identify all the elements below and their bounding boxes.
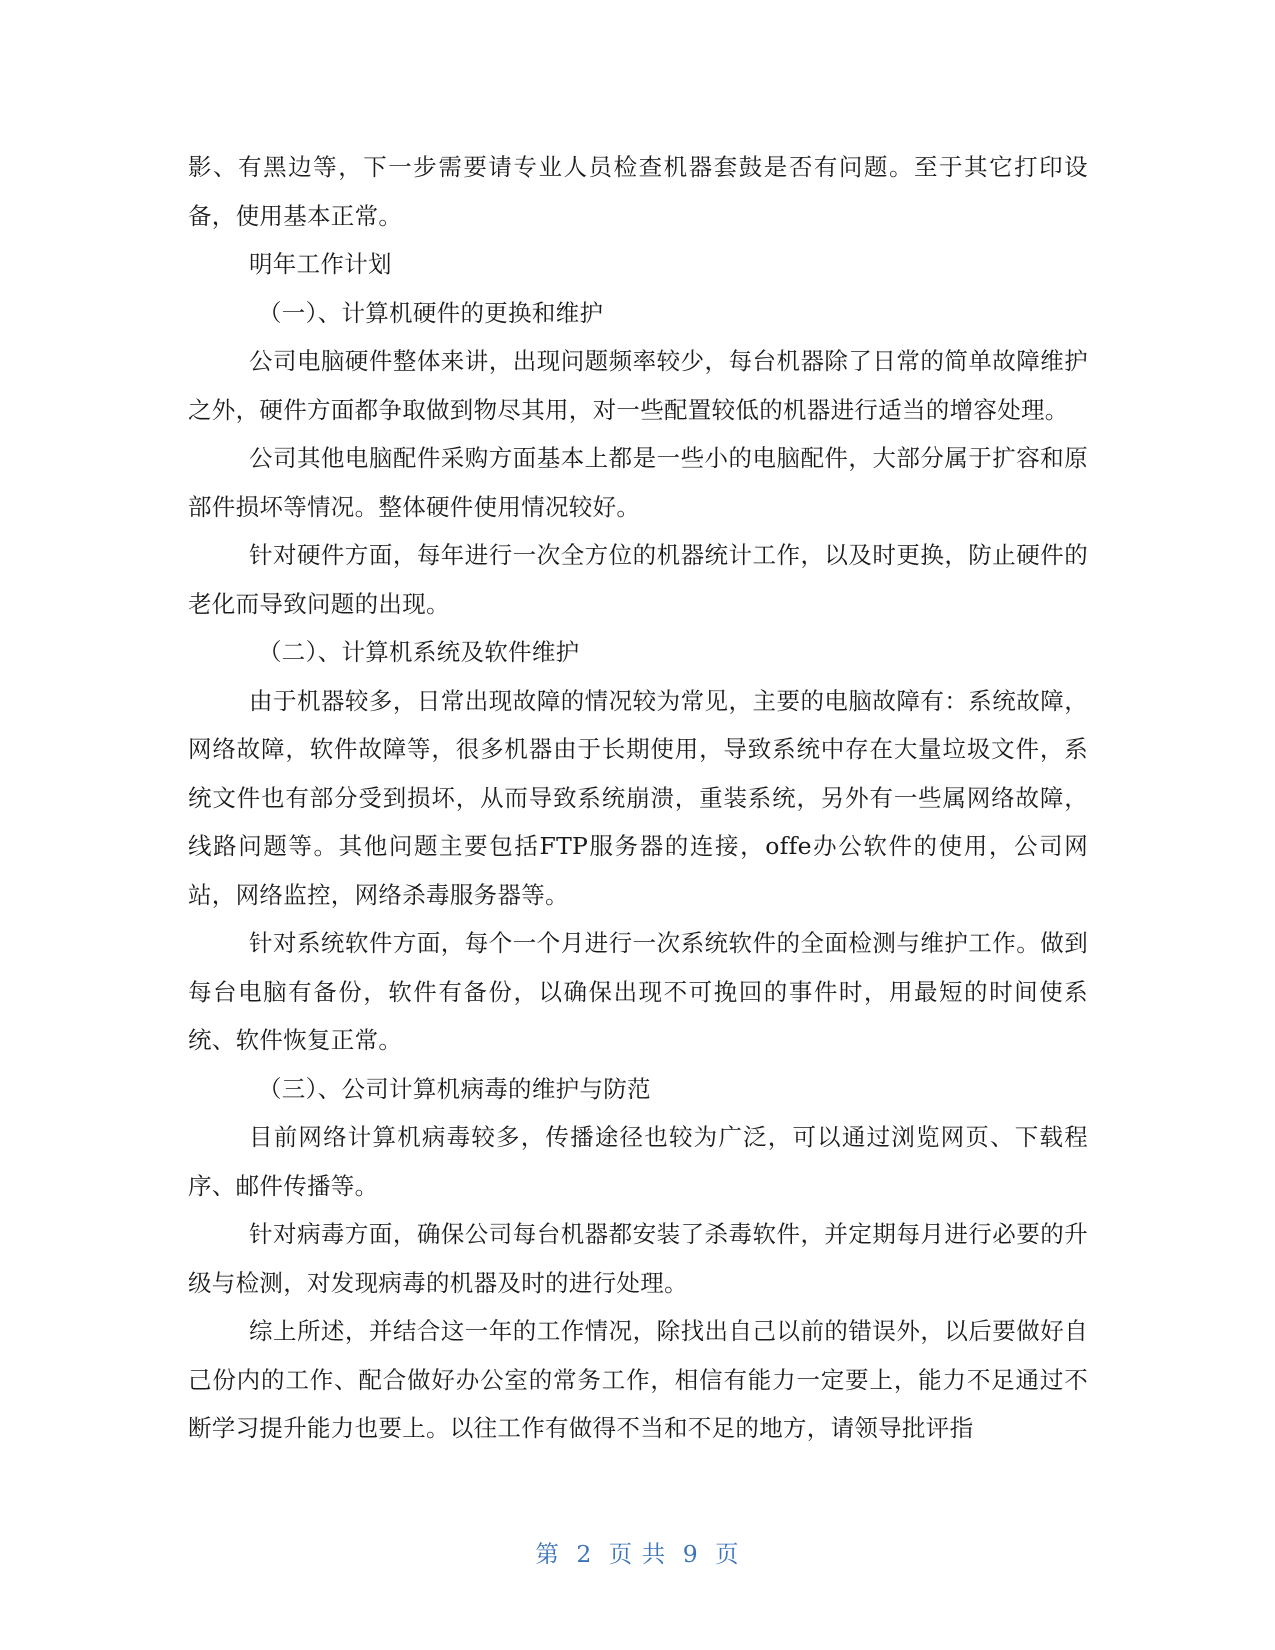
section-title-next-year-plan: 明年工作计划: [249, 250, 392, 278]
subheading-hardware: （一）、计算机硬件的更换和维护: [258, 298, 604, 327]
footer-middle: 页 共: [608, 1540, 667, 1568]
paragraph-summary: 综上所述，并结合这一年的工作情况，除找出自己以前的错误外，以后要做好自己份内的工作、配合做好办公室的常务工作，相信有能力一定要上，能力不足通过不断学习提升能力也要上。以往工作有做得不当和不足的地方，请领导批评指: [188, 1317, 1088, 1442]
footer-current-page: 2: [576, 1540, 593, 1568]
footer-prefix: 第: [535, 1540, 560, 1568]
footer-suffix: 页: [715, 1540, 740, 1568]
paragraph-hardware-overview: 公司电脑硬件整体来讲，出现问题频率较少，每台机器除了日常的简单故障维护之外，硬件方面都争取做到物尽其用，对一些配置较低的机器进行适当的增容处理。: [188, 347, 1088, 424]
footer-total-pages: 9: [682, 1540, 699, 1568]
paragraph-virus-plan: 针对病毒方面，确保公司每台机器都安装了杀毒软件，并定期每月进行必要的升级与检测，对发现病毒的机器及时的进行处理。: [188, 1220, 1088, 1297]
subheading-virus: （三）、公司计算机病毒的维护与防范: [258, 1074, 651, 1103]
paragraph-continuation: 影、有黑边等，下一步需要请专业人员检查机器套鼓是否有问题。至于其它打印设备，使用基本正常。: [188, 153, 1088, 230]
subheading-software: （二）、计算机系统及软件维护: [258, 638, 580, 666]
paragraph-software-plan: 针对系统软件方面，每个一个月进行一次系统软件的全面检测与维护工作。做到每台电脑有备份，软件有备份，以确保出现不可挽回的事件时，用最短的时间使系统、软件恢复正常。: [188, 929, 1088, 1054]
document-body: [188, 143, 1088, 1453]
paragraph-hardware-plan: 针对硬件方面，每年进行一次全方位的机器统计工作，以及时更换，防止硬件的老化而导致问题的出现。: [188, 541, 1088, 618]
paragraph-hardware-purchase: 公司其他电脑配件采购方面基本上都是一些小的电脑配件，大部分属于扩容和原部件损坏等情况。整体硬件使用情况较好。: [188, 444, 1088, 521]
page-number-footer: [0, 1538, 1275, 1570]
paragraph-virus-overview: 目前网络计算机病毒较多，传播途径也较为广泛，可以通过浏览网页、下载程序、邮件传播等。: [188, 1123, 1088, 1200]
paragraph-software-faults: 由于机器较多，日常出现故障的情况较为常见，主要的电脑故障有：系统故障，网络故障，软件故障等，很多机器由于长期使用，导致系统中存在大量垃圾文件，系统文件也有部分受到损坏，从而导致系统崩溃，重装系统，另外有一些属网络故障，线路问题等。其他问题主要包括FTP服务器的连接，offe办公软件的使用，公司网站，网络监控，网络杀毒服务器等。: [188, 686, 1088, 909]
